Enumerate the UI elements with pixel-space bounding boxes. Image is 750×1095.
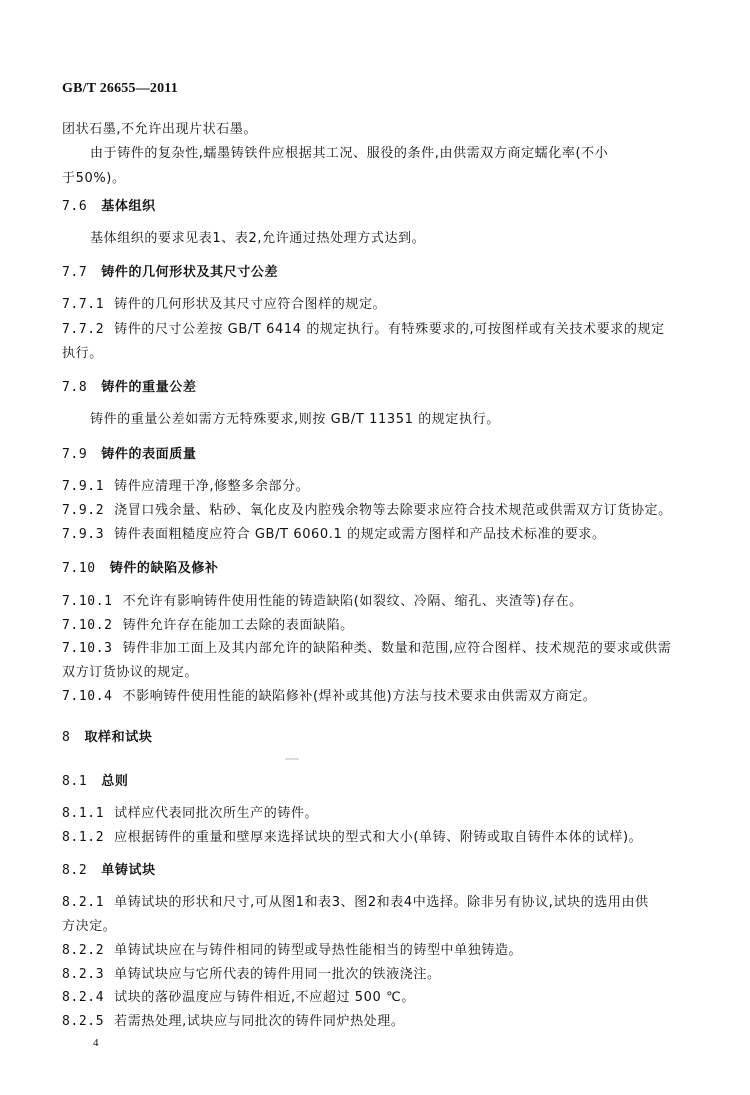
clause-8-2-2: 8.2.2 单铸试块应在与铸件相同的铸型或导热性能相当的铸型中单独铸造。 [62, 943, 523, 958]
text-line: 方决定。 [62, 919, 117, 934]
text-line: 双方订货协议的规定。 [62, 665, 199, 680]
clause-8-2-3: 8.2.3 单铸试块应与它所代表的铸件用同一批次的铁液浇注。 [62, 967, 441, 982]
clause-7-10-1: 7.10.1 不允许有影响铸件使用性能的铸造缺陷(如裂纹、冷隔、缩孔、夹渣等)存在。 [62, 594, 583, 609]
clause-8-2-5: 8.2.5 若需热处理,试块应与同批次的铸件同炉热处理。 [62, 1014, 405, 1029]
clause-7-10-2: 7.10.2 铸件允许存在能加工去除的表面缺陷。 [62, 618, 354, 633]
page-number: 4 [93, 1037, 99, 1049]
clause-8-1-1: 8.1.1 试样应代表同批次所生产的铸件。 [62, 806, 319, 821]
heading-8: 8 取样和试块 [62, 730, 153, 745]
clause-7-10-3: 7.10.3 铸件非加工面上及其内部允许的缺陷种类、数量和范围,应符合图样、技术规范的要求或供需 [62, 641, 672, 656]
clause-7-10-4: 7.10.4 不影响铸件使用性能的缺陷修补(焊补或其他)方法与技术要求由供需双方商定。 [62, 689, 597, 704]
heading-8-1: 8.1 总则 [62, 774, 129, 789]
standard-number-header: GB/T 26655—2011 [62, 81, 178, 96]
heading-7-7: 7.7 铸件的几何形状及其尺寸公差 [62, 265, 279, 280]
clause-8-1-2: 8.1.2 应根据铸件的重量和壁厚来选择试块的型式和大小(单铸、附铸或取自铸件本体的试样)。 [62, 830, 643, 845]
paragraph-line: 由于铸件的复杂性,蠕墨铸铁件应根据其工况、服役的条件,由供需双方商定蠕化率(不小 [90, 146, 609, 161]
clause-7-9-2: 7.9.2 浇冒口残余量、粘砂、氧化皮及内腔残余物等去除要求应符合技术规范或供需双方订货协定。 [62, 503, 672, 518]
heading-7-8: 7.8 铸件的重量公差 [62, 380, 197, 395]
text-line: 于50%)。 [62, 171, 126, 186]
clause-8-2-4: 8.2.4 试块的落砂温度应与铸件相近,不应超过 500 ℃。 [62, 990, 415, 1005]
text-line: 执行。 [62, 346, 103, 361]
heading-7-9: 7.9 铸件的表面质量 [62, 447, 197, 462]
paragraph-line: 基体组织的要求见表1、表2,允许通过热处理方式达到。 [90, 231, 426, 246]
paragraph-line: 铸件的重量公差如需方无特殊要求,则按 GB/T 11351 的规定执行。 [90, 412, 500, 427]
clause-8-2-1: 8.2.1 单铸试块的形状和尺寸,可从图1和表3、图2和表4中选择。除非另有协议,试块的选用由供 [62, 895, 649, 910]
clause-7-9-1: 7.9.1 铸件应清理干净,修整多余部分。 [62, 479, 310, 494]
clause-7-9-3: 7.9.3 铸件表面粗糙度应符合 GB/T 6060.1 的规定或需方图样和产品技术标准的要求。 [62, 527, 606, 542]
heading-8-2: 8.2 单铸试块 [62, 863, 156, 878]
heading-7-6: 7.6 基体组织 [62, 199, 156, 214]
clause-7-7-2: 7.7.2 铸件的尺寸公差按 GB/T 6414 的规定执行。有特殊要求的,可按图样或有关技术要求的规定 [62, 322, 665, 337]
heading-7-10: 7.10 铸件的缺陷及修补 [62, 561, 219, 576]
scan-speck [285, 758, 299, 760]
text-line: 团状石墨,不允许出现片状石墨。 [62, 122, 258, 137]
clause-7-7-1: 7.7.1 铸件的几何形状及其尺寸应符合图样的规定。 [62, 297, 387, 312]
